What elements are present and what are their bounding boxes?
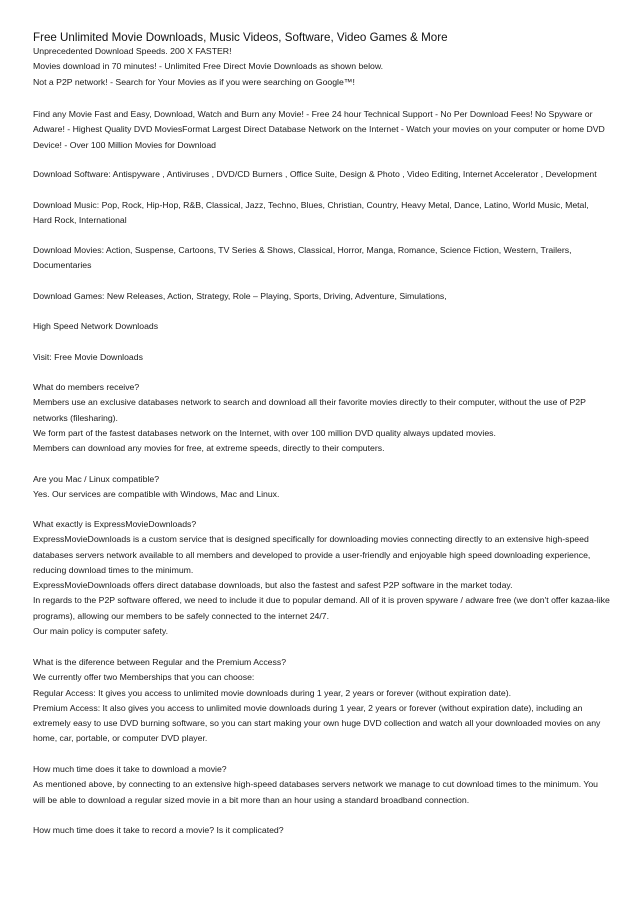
intro-paragraph bbox=[33, 44, 609, 90]
text-line: Unprecedented Download Speeds. 200 X FASTER! bbox=[33, 46, 232, 56]
express-section bbox=[33, 517, 609, 639]
text-line: Adware! - Highest Quality DVD MoviesFormat Largest Direct Database Network on the Internet - Watch your movies on your computer or home DVD bbox=[33, 124, 605, 135]
games-paragraph bbox=[33, 289, 609, 304]
text-line: extremely easy to use DVD burning software, so you can start making your own huge DVD collection and watch all your downloaded movies on any bbox=[33, 718, 601, 729]
text-line: reducing download times to the minimum. bbox=[33, 564, 194, 575]
music-paragraph bbox=[33, 198, 609, 229]
text-line: We currently offer two Memberships that you can choose: bbox=[33, 672, 255, 683]
text-line: As mentioned above, by connecting to an extensive high-speed databases servers network we manage to cut download times to the minimum. You bbox=[33, 779, 599, 790]
text-line: Not a P2P network! - Search for Your Movies as if you were searching on Google™! bbox=[33, 76, 355, 87]
text-line: networks (filesharing). bbox=[33, 412, 118, 423]
question-heading: How much time does it take to download a movie? bbox=[33, 764, 227, 774]
features-paragraph bbox=[33, 107, 609, 153]
text-line: Device! - Over 100 Million Movies for Download bbox=[33, 139, 216, 150]
download-time-section bbox=[33, 762, 609, 808]
text-line: Visit: Free Movie Downloads bbox=[33, 352, 143, 362]
text-line: Members use an exclusive databases network to search and download all their favorite movies directly to their computer, without the use of P2P bbox=[33, 397, 586, 408]
compatibility-section bbox=[33, 472, 609, 503]
text-line: Regular Access: It gives you access to unlimited movie downloads during 1 year, 2 years or forever (without expiration date). bbox=[33, 687, 512, 698]
text-line: Yes. Our services are compatible with Windows, Mac and Linux. bbox=[33, 489, 280, 500]
text-line: databases servers network available to all members and developed to provide a user-friendly and enjoyable high speed downloading experience, bbox=[33, 549, 591, 560]
text-line: Movies download in 70 minutes! - Unlimited Free Direct Movie Downloads as shown below. bbox=[33, 61, 384, 72]
text-line: Hard Rock, International bbox=[33, 215, 127, 226]
text-line: Premium Access: It also gives you access to unlimited movie downloads during 1 year, 2 years or forever (without expiration date), including an bbox=[33, 702, 583, 713]
text-line: In regards to the P2P software offered, we need to include it due to popular demand. All of it is proven spyware / adware free (we don't offer kazaa-like bbox=[33, 595, 610, 606]
text-line: ExpressMovieDownloads is a custom service that is designed specifically for downloading movies connecting directly to an extensive high-speed bbox=[33, 534, 589, 545]
text-line: Our main policy is computer safety. bbox=[33, 626, 169, 637]
question-heading: What do members receive? bbox=[33, 382, 140, 392]
members-section bbox=[33, 380, 609, 456]
visit-paragraph bbox=[33, 350, 609, 365]
text-line: Download Music: Pop, Rock, Hip-Hop, R&B, Classical, Jazz, Techno, Blues, Christian, Country, Heavy Metal, Dance, Latino, World Music, Metal, bbox=[33, 200, 589, 210]
movies-paragraph bbox=[33, 243, 609, 274]
text-line: ExpressMovieDownloads offers direct database downloads, but also the fastest and safest P2P software in the market today. bbox=[33, 580, 513, 591]
page-title: Free Unlimited Movie Downloads, Music Videos, Software, Video Games & More bbox=[33, 31, 448, 44]
question-heading: Are you Mac / Linux compatible? bbox=[33, 474, 160, 484]
software-paragraph bbox=[33, 167, 609, 182]
text-line: High Speed Network Downloads bbox=[33, 321, 159, 331]
text-line: Download Software: Antispyware , Antiviruses , DVD/CD Burners , Office Suite, Design & Photo , Video Editing, Internet Accelerator , Development bbox=[33, 169, 597, 179]
text-line: We form part of the fastest databases network on the Internet, with over 100 million DVD quality always updated movies. bbox=[33, 427, 496, 438]
text-line: will be able to download a regular sized movie in a bit more than an hour using a standard broadband connection. bbox=[33, 794, 470, 805]
record-time-section bbox=[33, 823, 609, 838]
question-heading: How much time does it take to record a movie? Is it complicated? bbox=[33, 825, 284, 835]
text-line: Find any Movie Fast and Easy, Download, Watch and Burn any Movie! - Free 24 hour Technical Support - No Per Download Fees! No Spyware or bbox=[33, 109, 593, 119]
text-line: home, car, portable, or computer DVD player. bbox=[33, 733, 208, 744]
text-line: programs), allowing our members to be safely connected to the internet 24/7. bbox=[33, 610, 330, 621]
question-heading: What exactly is ExpressMovieDownloads? bbox=[33, 519, 197, 529]
text-line: Documentaries bbox=[33, 260, 92, 271]
question-heading: What is the diference between Regular and the Premium Access? bbox=[33, 657, 287, 667]
text-line: Members can download any movies for free, at extreme speeds, directly to their computers. bbox=[33, 443, 385, 454]
text-line: Download Games: New Releases, Action, Strategy, Role – Playing, Sports, Driving, Adventure, Simulations, bbox=[33, 291, 447, 301]
network-paragraph bbox=[33, 319, 609, 334]
text-line: Download Movies: Action, Suspense, Cartoons, TV Series & Shows, Classical, Horror, Manga, Romance, Science Fiction, Western, Trailers, bbox=[33, 245, 572, 255]
access-section bbox=[33, 655, 609, 747]
